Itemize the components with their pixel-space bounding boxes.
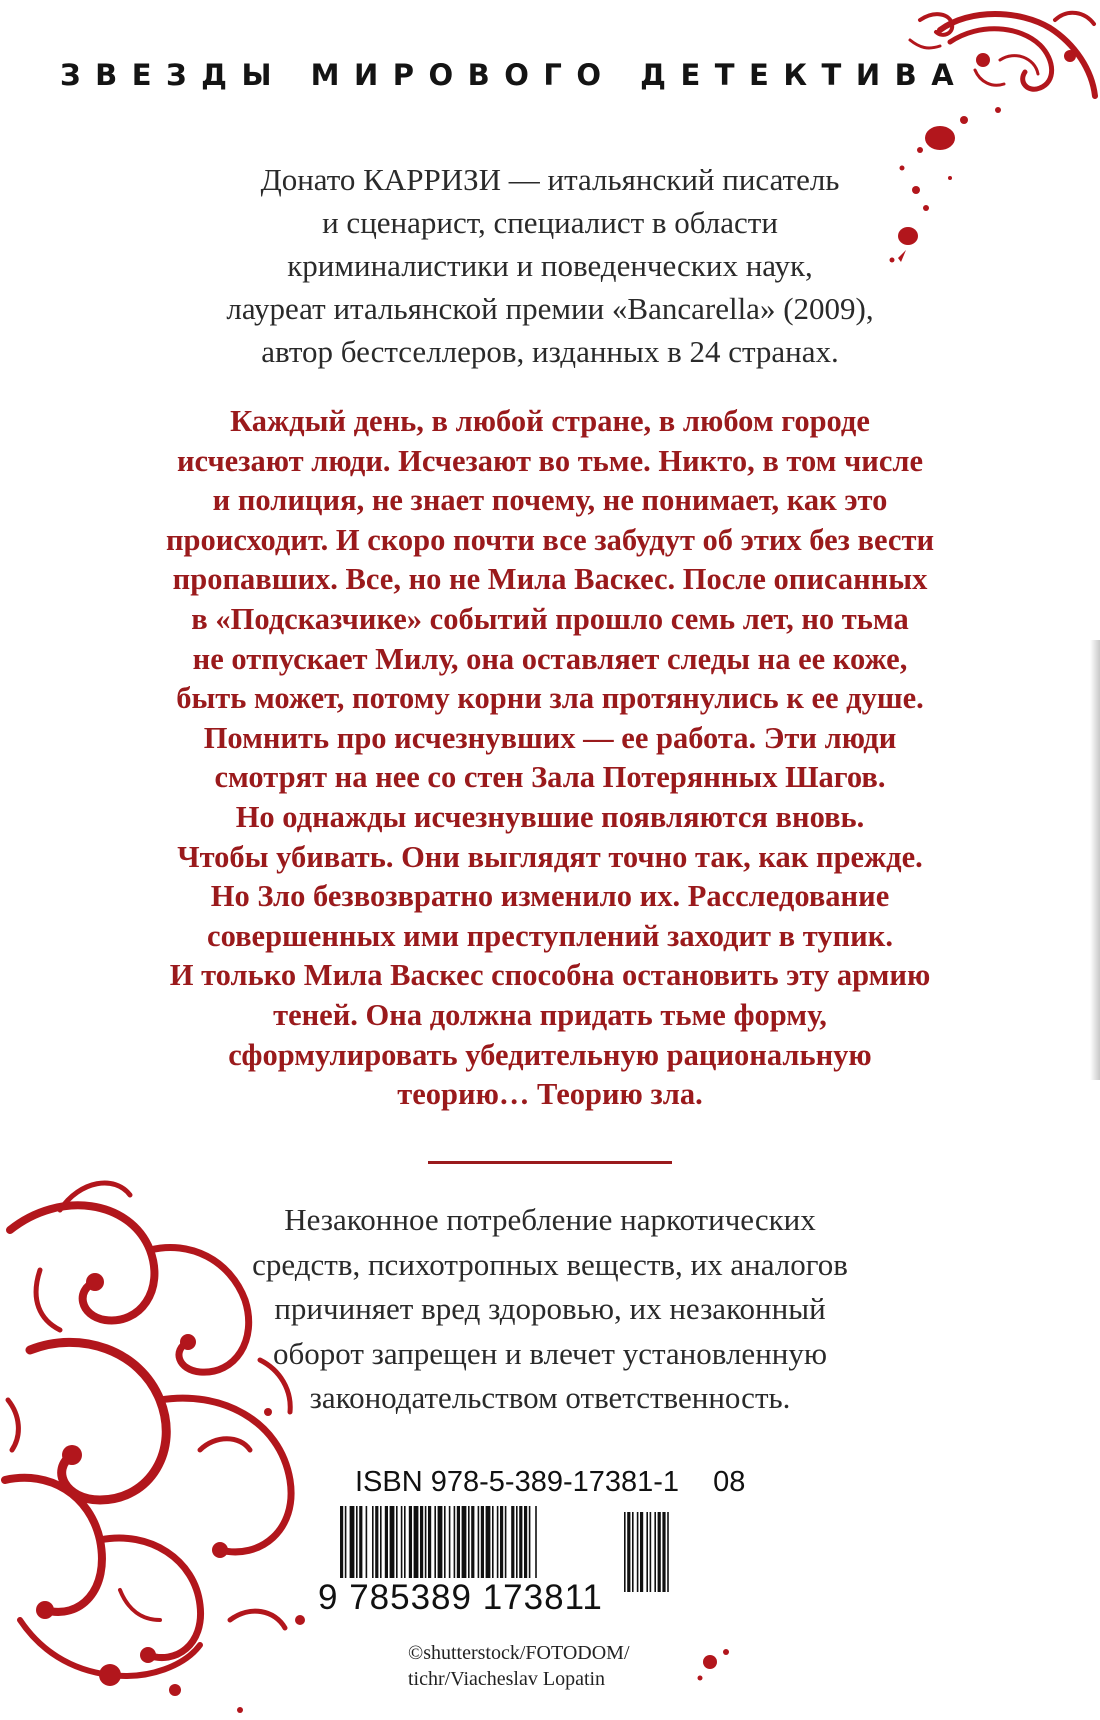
credit-line: tichr/Viacheslav Lopatin — [408, 1668, 606, 1690]
warning-line: Незаконное потребление наркотических — [284, 1202, 816, 1237]
annotation-line: происходит. И скоро почти все забудут об этих без вести — [165, 522, 935, 557]
isbn-addon: 08 — [713, 1466, 746, 1498]
bio-line: Донато КАРРИЗИ — итальянский писатель — [260, 162, 840, 197]
annotation-line: Каждый день, в любой стране, в любом городе — [230, 404, 870, 438]
cover-edge-shadow — [1090, 640, 1100, 1080]
annotation-line: пропавших. Все, но не Мила Васкес. После описанных — [172, 562, 928, 597]
annotation-line: И только Мила Васкес способна остановить эту армию — [169, 958, 931, 993]
blood-drops-icon — [690, 1640, 740, 1690]
credit-line: ©shutterstock/FOTODOM/ — [408, 1642, 630, 1664]
annotation-line: теорию… Теорию зла. — [397, 1077, 703, 1112]
annotation-line: в «Подсказчике» событий прошло семь лет, но тьма — [191, 601, 909, 636]
bio-line: криминалистики и поведенческих наук, — [287, 248, 813, 283]
warning-line: оборот запрещен и влечет установленную — [272, 1335, 828, 1371]
barcode-digits: 9 785389 173811 — [318, 1578, 603, 1617]
annotation-line: и полиция, не знает почему, не понимает, как это — [212, 483, 888, 518]
book-annotation — [60, 402, 1040, 1115]
annotation-line: исчезают люди. Исчезают во тьме. Никто, в том числе — [176, 443, 924, 478]
annotation-line: не отпускает Милу, она оставляет следы на ее коже, — [192, 641, 908, 676]
warning-line: средств, психотропных веществ, их аналогов — [252, 1246, 848, 1282]
annotation-line: быть может, потому корни зла протянулись к ее душе. — [176, 681, 924, 716]
bio-line: автор бестселлеров, изданных в 24 странах. — [261, 334, 839, 369]
author-bio — [140, 158, 960, 373]
bio-line: и сценарист, специалист в области — [322, 205, 778, 240]
series-title: ЗВЕЗДЫ МИРОВОГО ДЕТЕКТИВА — [60, 58, 969, 92]
annotation-line: Чтобы убивать. Они выглядят точно так, как прежде. — [177, 839, 923, 874]
annotation-line: Помнить про исчезнувших — ее работа. Эти люди — [203, 720, 897, 755]
isbn-number: ISBN 978-5-389-17381-1 — [355, 1466, 680, 1498]
isbn-label — [355, 1466, 745, 1499]
annotation-line: сформулировать убедительную рациональную — [228, 1037, 872, 1072]
annotation-line: Но Зло безвозвратно изменило их. Расследование — [210, 879, 890, 914]
warning-line: законодательством ответственность. — [309, 1380, 791, 1415]
section-divider — [428, 1161, 672, 1164]
legal-warning — [140, 1198, 960, 1421]
bio-line: лауреат итальянской премии «Bancarella» (2009), — [226, 291, 874, 326]
annotation-line: Но однажды исчезнувшие появляются вновь. — [235, 799, 865, 834]
annotation-line: теней. Она должна придать тьме форму, — [273, 997, 827, 1032]
photo-credit — [408, 1640, 630, 1692]
warning-line: причиняет вред здоровью, их незаконный — [274, 1291, 826, 1326]
annotation-line: смотрят на нее со стен Зала Потерянных Шагов. — [214, 760, 886, 795]
annotation-line: совершенных ими преступлений заходит в тупик. — [207, 918, 893, 953]
